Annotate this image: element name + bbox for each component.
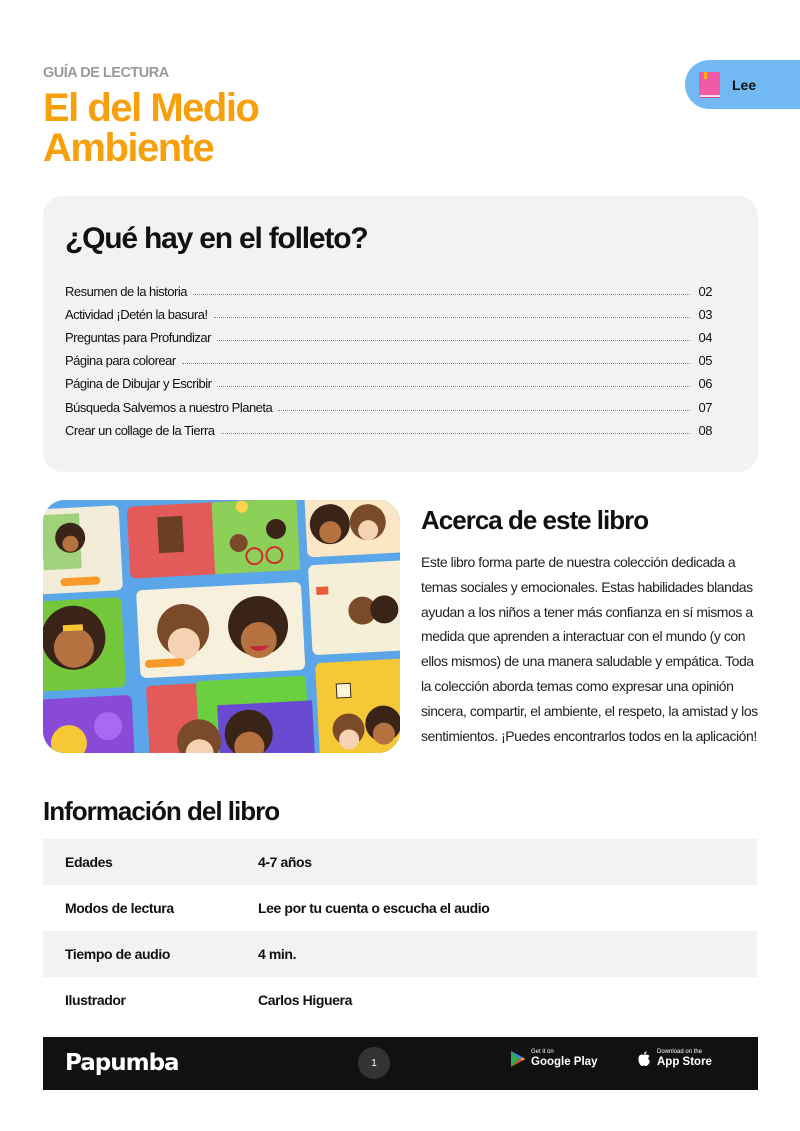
- dotted-leader: [182, 363, 690, 364]
- app-store-small-text: Download on the: [657, 1049, 703, 1055]
- app-store-button[interactable]: [637, 1049, 712, 1069]
- toc-item: [65, 391, 712, 414]
- info-heading: Información del libro: [43, 796, 280, 826]
- illustration-collage: [43, 500, 400, 753]
- papumba-logo[interactable]: Papumba: [65, 1050, 179, 1076]
- about-body: Este libro forma parte de nuestra colección dedicada a temas sociales y emocionales. Estas habilidades blandas ayudan a los niños a tener más confianza en sí mismos a medida que aprenden a interactuar con el mundo (y con ellos mismos) de una manera saludable y empática. Toda la colección aborda temas como expresar una opinión sincera, compartir, el ambiente, el respeto, la amistad y los sentimientos. ¡Puedes encontrarlos todos en la aplicación!: [421, 554, 758, 744]
- toc-item-page: 03: [698, 307, 712, 323]
- info-value: Carlos Higuera: [258, 992, 352, 1008]
- book-illustration: [43, 500, 400, 753]
- google-play-icon: [511, 1051, 525, 1067]
- info-value: 4 min.: [258, 946, 297, 962]
- toc-item-page: 07: [698, 399, 712, 415]
- toc-item-page: 05: [698, 353, 712, 369]
- about-heading: Acerca de este libro: [421, 505, 649, 535]
- table-of-contents: [43, 196, 758, 472]
- info-label: Modos de lectura: [65, 900, 174, 916]
- toc-item: [65, 299, 712, 322]
- toc-list: [65, 276, 712, 438]
- toc-heading: ¿Qué hay en el folleto?: [65, 222, 368, 255]
- toc-item-title: Crear un collage de la Tierra: [65, 422, 215, 438]
- footer-bar: [43, 1037, 758, 1090]
- toc-item: [65, 276, 712, 299]
- google-play-label: Google Play: [531, 1056, 598, 1068]
- dotted-leader: [278, 410, 690, 411]
- dotted-leader: [221, 433, 690, 434]
- info-label: Ilustrador: [65, 992, 126, 1008]
- title-line-2: Ambiente: [43, 126, 214, 170]
- dotted-leader: [217, 340, 690, 341]
- toc-item-page: 08: [698, 422, 712, 438]
- title-line-1: El del Medio: [43, 86, 259, 130]
- toc-item: [65, 368, 712, 391]
- info-value: 4-7 años: [258, 854, 312, 870]
- toc-item: [65, 345, 712, 368]
- page-number: 1: [358, 1047, 390, 1079]
- toc-item-page: 04: [698, 330, 712, 346]
- page-title: [43, 88, 258, 168]
- dotted-leader: [214, 317, 690, 318]
- toc-item-title: Página de Dibujar y Escribir: [65, 376, 212, 392]
- google-play-button[interactable]: [511, 1049, 597, 1069]
- toc-item-title: Preguntas para Profundizar: [65, 330, 211, 346]
- toc-item-page: 02: [698, 284, 712, 300]
- apple-icon: [637, 1051, 651, 1067]
- dotted-leader: [217, 386, 690, 387]
- book-icon: [699, 72, 720, 98]
- info-label: Tiempo de audio: [65, 946, 170, 962]
- info-row-audio-time: [43, 931, 757, 977]
- toc-item: [65, 322, 712, 345]
- toc-item: [65, 415, 712, 438]
- info-label: Edades: [65, 854, 113, 870]
- toc-item-title: Resumen de la historia: [65, 284, 187, 300]
- reading-mode-badge: [685, 60, 800, 109]
- toc-item-title: Búsqueda Salvemos a nuestro Planeta: [65, 399, 273, 415]
- toc-item-page: 06: [698, 376, 712, 392]
- info-row-ages: [43, 839, 757, 885]
- dotted-leader: [193, 294, 690, 295]
- toc-item-title: Página para colorear: [65, 353, 176, 369]
- info-table: [43, 839, 757, 1023]
- info-row-illustrator: [43, 977, 757, 1023]
- info-row-reading-modes: [43, 885, 757, 931]
- toc-item-title: Actividad ¡Detén la basura!: [65, 307, 208, 323]
- eyebrow-label: GUÍA DE LECTURA: [43, 65, 169, 81]
- app-store-label: App Store: [657, 1056, 712, 1068]
- info-value: Lee por tu cuenta o escucha el audio: [258, 900, 490, 916]
- google-play-small-text: Get it on: [531, 1049, 554, 1055]
- reading-mode-label: Lee: [732, 76, 757, 93]
